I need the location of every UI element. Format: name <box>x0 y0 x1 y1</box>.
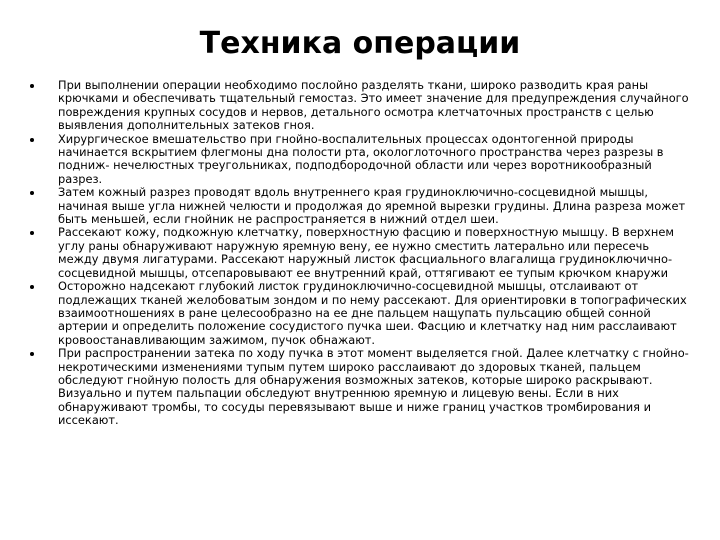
bullet-icon <box>30 231 34 235</box>
bullet-icon <box>30 191 34 195</box>
bullet-icon <box>30 84 34 88</box>
page-title: Техника операции <box>199 26 521 61</box>
bullet-text: При распространении затека по ходу пучка в этот момент выделяется гной. Далее клетчатку с гнойно-некротическими изменениями тупым путем широко расслаивают до здоровых тканей, пальцем обследуют гнойную полость для обнаружения возможных затеков, которые широко раскрывают. Визуально и путем пальпации обследуют внутреннюю яремную и лицевую вены. Если в них обнаруживают тромбы, то сосуды перевязывают выше и ниже границ участков тромбирования и иссекают. <box>58 346 689 428</box>
bullet-icon <box>30 285 34 289</box>
bullet-item <box>30 280 692 347</box>
bullet-item <box>30 226 692 280</box>
bullet-list <box>30 79 692 428</box>
bullet-text: Осторожно надсекают глубокий листок грудиноключично-сосцевидной мышцы, отслаивают от подлежащих тканей желобоватым зондом и по нему рассекают. Для ориентировки в топографических взаимоотношениях в ране целесообразно на ее дне пальцем нащупать пульсацию общей сонной артерии и определить положение сосудистого пучка шеи. Фасцию и клетчатку над ним расслаивают кровоостанавливающим зажимом, пучок обнажают. <box>58 279 687 347</box>
bullet-icon <box>30 138 34 142</box>
bullet-icon <box>30 352 34 356</box>
bullet-text: Рассекают кожу, подкожную клетчатку, поверхностную фасцию и поверхностную мышцу. В верхнем углу раны обнаруживают наружную яремную вену, ее нужно сместить латерально или пересечь между двумя лигатурами. Рассекают наружный листок фасциального влагалища грудиноключично-сосцевидной мышцы, отсепаровывают ее внутренний край, оттягивают ее тупым крючком кнаружи <box>58 225 674 280</box>
bullet-text: Затем кожный разрез проводят вдоль внутреннего края грудиноключично-сосцевидной мышцы, начиная выше угла нижней челюсти и продолжая до яремной вырезки грудины. Длина разреза может быть меньшей, если гнойник не распространяется в нижний отдел шеи. <box>58 185 686 227</box>
bullet-item <box>30 133 692 187</box>
bullet-text: Хирургическое вмешательство при гнойно-воспалительных процессах одонтогенной природы начинается вскрытием флегмоны дна полости рта, окологлоточного пространства через разрезы в подниж- нечелюстных треугольниках, подподбородочной области или через воротникообразный разрез. <box>58 131 664 186</box>
bullet-text: При выполнении операции необходимо послойно разделять ткани, широко разводить края раны крючками и обеспечивать тщательный гемостаз. Это имеет значение для предупреждения случайного повреждения крупных сосудов и нервов, детального осмотра клетчаточных пространств с целью выявления дополнительных затеков гноя. <box>58 78 689 133</box>
bullet-item <box>30 186 692 226</box>
bullet-item <box>30 79 692 133</box>
bullet-item <box>30 347 692 427</box>
